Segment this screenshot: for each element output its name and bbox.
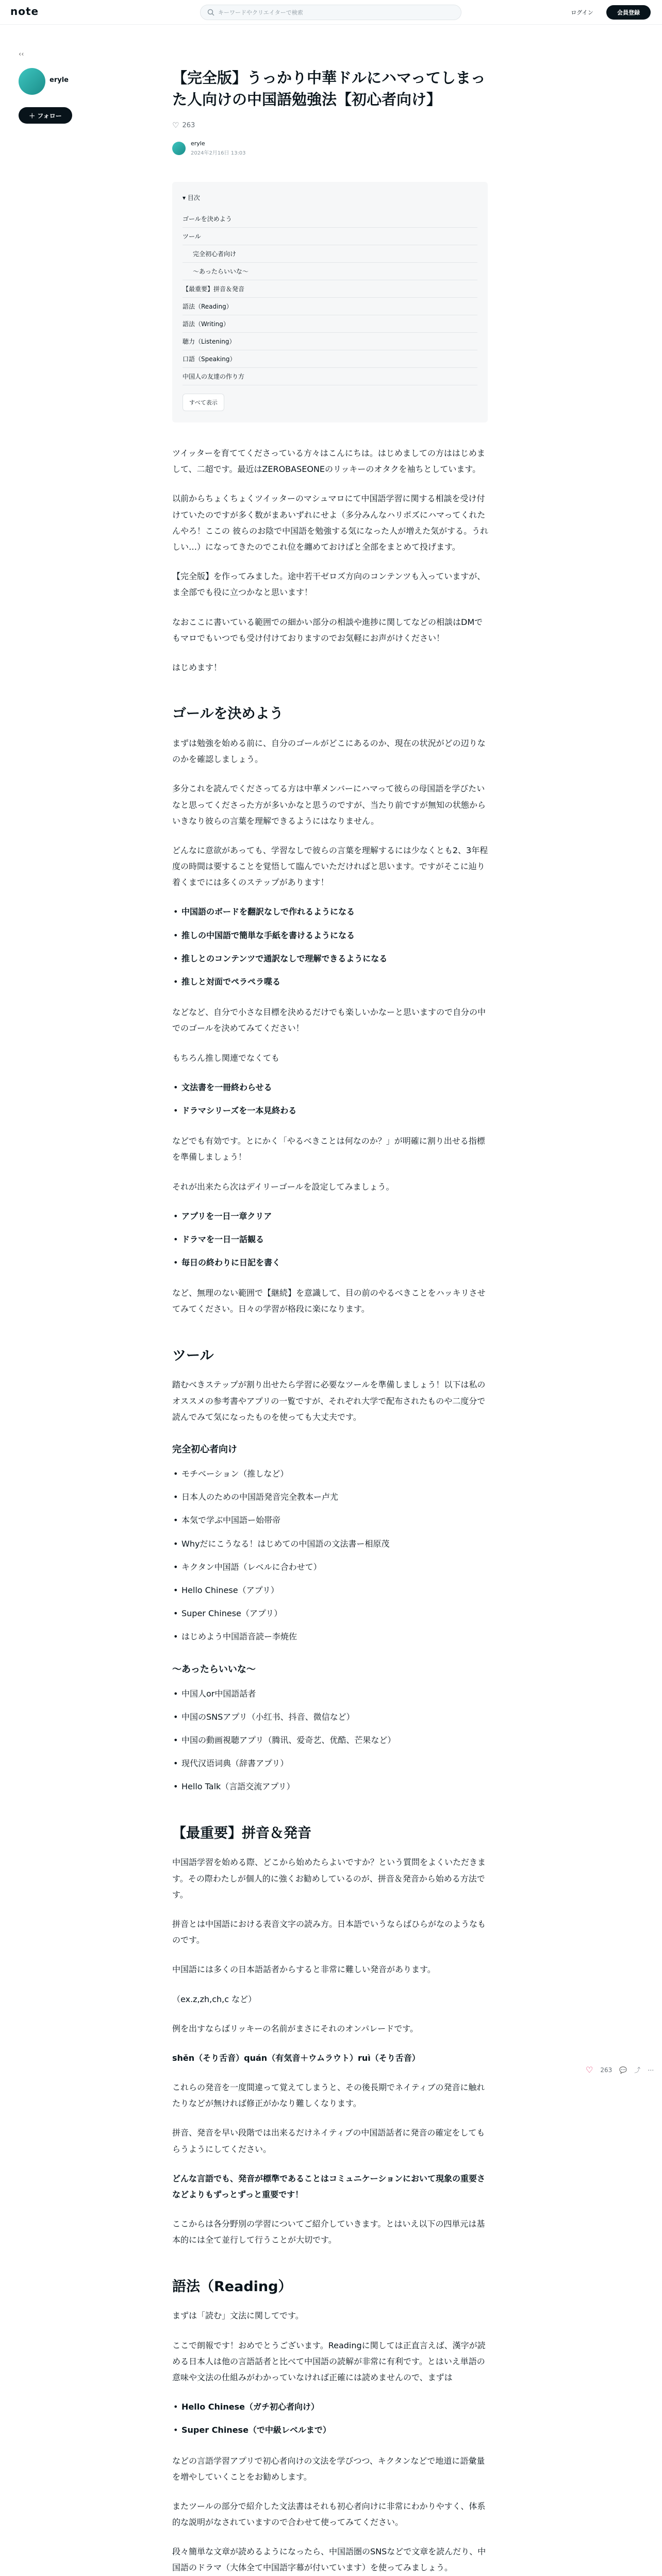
search-placeholder: キーワードやクリエイターで検索	[218, 9, 303, 16]
list-item: • キクタン中国語（レベルに合わせて）	[172, 1559, 491, 1575]
like-row	[172, 121, 491, 130]
list-item: • はじめよう中国語音読ー李焼佐	[172, 1629, 491, 1645]
paragraph: など、無理のない範囲で【継続】を意識して、目の前のやるべきことをハッキリさせてみてください。日々の学習が格段に楽になります。	[172, 1288, 486, 1314]
paragraph: まずは「読む」文法に関してです。	[172, 2311, 304, 2321]
list-item: • 中国人or中国語話者	[172, 1686, 491, 1702]
paragraph: 踏むべきステップが割り出せたら学習に必要なツールを準備しましょう！以下は私のオススメの参考書やアプリの一覧ですが、それぞれ大学で配布されたものや二度分で読んでみて気になったものを使っても大丈夫です。	[172, 1380, 486, 1422]
section-heading-tools: ツール	[172, 1347, 214, 1364]
section-heading-goal: ゴールを決めよう	[172, 706, 284, 722]
heart-icon[interactable]: ♡	[172, 121, 179, 130]
list-item: • 推しの中国語で簡単な手紙を書けるようになる	[172, 927, 491, 943]
nice-tools-list	[172, 1686, 491, 1795]
paragraph: 多分これを読んでくださってる方は中華メンバーにハマって彼らの母国語を学びたいなと思ってくださった方が多いかなと思うのですが、当たり前ですが無知の状態からいきなり彼らの言葉を理解できるようにはなりません。	[172, 784, 486, 826]
list-item: • 推しとのコンテンツで通訳なしで理解できるようになる	[172, 951, 491, 967]
section-heading-pinyin: 【最重要】拼音＆発音	[172, 1825, 311, 1841]
toc-item[interactable]: 聴力（Listening）	[183, 333, 477, 350]
share-icon[interactable]: ⤴	[634, 2066, 641, 2074]
list-item: • ドラマシリーズを一本見終わる	[172, 1103, 491, 1118]
author-name[interactable]: eryle	[191, 140, 205, 147]
paragraph: （ex.z,zh,ch,c など）	[172, 1994, 257, 2004]
paragraph: どんなに意欲があっても、学習なしで彼らの言葉を理解するには少なくとも2、3年程度の時間は要することを覚悟して臨んでいただければと思います。ですがそこに辿り着くまでには多くのステップがあります！	[172, 845, 488, 888]
floating-actions	[586, 2065, 654, 2075]
paragraph: ツイッターを育ててくださっている方々はこんにちは。はじめましての方ははじめまして、二超です。最近はZEROBASEONEのリッキーのオタクを袖ちとしています。	[172, 448, 485, 474]
paragraph: などなど、自分で小さな目標を決めるだけでも楽しいかなーと思いますので自分の中でのゴールを決めてみてください！	[172, 1007, 486, 1033]
list-item: • Hello Talk（言語交流アプリ）	[172, 1778, 491, 1794]
paragraph: はじめます！	[172, 662, 222, 672]
paragraph: 以前からちょくちょくツイッターのマシュマロにて中国語学習に関する相談を受け付けていたのですが多く数がまあいずれにせよ（多分みんなハリポズにハマってくれたんやろ！ここの 彼らのお陰で中国語を勉強する気になった人が増えた気がする。うれしい…）になってきたのでこれ位を纏めておけばと全部をまとめて投げます。	[172, 494, 489, 552]
article-body	[172, 445, 491, 2576]
list-item: • 中国語のボードを翻訳なしで作れるようになる	[172, 904, 491, 920]
toc-item[interactable]: 完全初心者向け	[183, 245, 477, 263]
toc-item[interactable]: ゴールを決めよう	[183, 210, 477, 228]
article	[172, 67, 491, 2576]
creator-name[interactable]: eryle	[49, 76, 69, 84]
note-logo[interactable]: note	[10, 5, 39, 18]
section-heading-reading: 語法（Reading）	[172, 2278, 292, 2295]
list-item: • 日本人のための中国語発音完全教本ー卢尤	[172, 1489, 491, 1505]
toc-item[interactable]: 中国人の友達の作り方	[183, 368, 477, 385]
paragraph: などの言語学習アプリで初心者向けの文法を学びつつ、キクタンなどで地道に語彙量を増やしていくことをお勧めします。	[172, 2455, 485, 2482]
list-item: • モチベーション（推しなど）	[172, 1466, 491, 1482]
paragraph: 拼音とは中国語における表音文字の読み方。日本語でいうならばひらがなのようなものです。	[172, 1919, 486, 1945]
paragraph: またツールの部分で紹介した文法書はそれも初心者向けに非常にわかりやすく、体系的な説明がなされていますので合わせて使ってみてください。	[172, 2501, 486, 2528]
paragraph: などでも有効です。とにかく「やるべきことは何なのか？」が明確に割り出せる指標を準備しましょう！	[172, 1136, 485, 1162]
list-item: • Hello Chinese（ガチ初心者向け）	[172, 2399, 491, 2415]
toc-item[interactable]: 語法（Writing）	[183, 315, 477, 333]
subheading-nice-to-have: 〜あったらいいな〜	[172, 1664, 256, 1675]
beginner-tools-list	[172, 1466, 491, 1645]
paragraph: 段々簡単な文章が読めるようになったら、中国語圏のSNSなどで文章を読んだり、中国語のドラマ（大体全て中国語字幕が付いています）を使ってみましょう。	[172, 2547, 486, 2573]
paragraph: ここで朗報です！おめでとうございます。Readingに関しては正直言えば、漢字が読める日本人は他の言語話者と比べて中国語の読解が非常に有利です。とはいえ単語の意味や文法の仕組みがわかっていなければ正確には読めませんので、まずは	[172, 2340, 486, 2382]
login-button[interactable]: ログイン	[571, 9, 593, 16]
signup-button[interactable]: 会員登録	[606, 5, 651, 20]
paragraph: 中国語には多くの日本語話者からすると非常に難しい発音があります。	[172, 1964, 436, 1975]
more-icon[interactable]: ⋯	[648, 2066, 654, 2074]
paragraph: 【完全版】を作ってみました。途中若干ゼロズ方向のコンテンツも入っていますが、ま全部でも役に立つかなと思います！	[172, 571, 486, 598]
table-of-contents	[172, 182, 488, 422]
paragraph: 中国語学習を始める際、どこから始めたらよいですか？という質問をよくいただきます。その際わたしが個人的に強くお勧めしているのが、拼音＆発音から始める方法です。	[172, 1857, 486, 1900]
paragraph: shěn（そり舌音）quán（有気音＋ウムラウト）ruì（そり舌音）	[172, 2053, 420, 2063]
subheading-beginner: 完全初心者向け	[172, 1444, 237, 1455]
floating-like-count: 263	[600, 2066, 613, 2074]
back-arrow-icon[interactable]: ‹‹	[19, 50, 24, 58]
toc-item[interactable]: 語法（Reading）	[183, 298, 477, 315]
article-title: 【完全版】うっかり中華ドルにハマってしまった人向けの中国語勉強法【初心者向け】	[172, 69, 486, 109]
toc-heading: ▾ 目次	[183, 194, 200, 202]
like-heart-icon[interactable]: ♡	[586, 2065, 593, 2075]
creator-avatar[interactable]	[19, 68, 45, 95]
list-item: • 现代汉语词典（辞書アプリ）	[172, 1755, 491, 1771]
paragraph: まずは勉強を始める前に、自分のゴールがどこにあるのか、現在の状況がどの辺りなのかを確認しましょう。	[172, 738, 486, 765]
list-item: • 毎日の終わりに日記を書く	[172, 1255, 491, 1270]
other-steps-list	[172, 1079, 491, 1118]
paragraph: ここからは各分野別の学習についてご紹介していきます。とはいえ以下の四単元は基本的には全て並行して行うことが大切です。	[172, 2219, 485, 2245]
reading-apps-list	[172, 2399, 491, 2438]
toc-item[interactable]: 〜あったらいいな〜	[183, 263, 477, 280]
list-item: • Hello Chinese（アプリ）	[172, 1582, 491, 1598]
follow-button[interactable]: ＋ フォロー	[19, 107, 72, 124]
list-item: • Whyだにこうなる！はじめての中国語の文法書ー相原茂	[172, 1536, 491, 1552]
publish-date: 2024年2月16日 13:03	[191, 150, 246, 157]
top-header	[0, 0, 662, 25]
daily-goals-list	[172, 1208, 491, 1271]
goal-steps-list	[172, 904, 491, 990]
list-item: • ドラマを一日一話観る	[172, 1231, 491, 1247]
toc-show-all-button[interactable]: すべて表示	[183, 394, 224, 411]
list-item: • アプリを一日一章クリア	[172, 1208, 491, 1224]
toc-item[interactable]: 【最重要】拼音＆発音	[183, 280, 477, 298]
list-item: • 推しと対面でペラペラ喋る	[172, 974, 491, 990]
search-icon	[207, 8, 215, 16]
list-item: • 本気で学ぶ中国語ー始帯帝	[172, 1512, 491, 1528]
paragraph: 例を出すならばリッキーの名前がまさにそれのオンパレードです。	[172, 2023, 418, 2033]
author-row	[172, 140, 491, 156]
paragraph: これらの発音を一度間違って覚えてしまうと、その後長期でネイティブの発音に触れたりなどが無ければ修正がかなり難しくなります。	[172, 2082, 485, 2109]
list-item: • Super Chinese（で中級レベルまで）	[172, 2422, 491, 2438]
comment-icon[interactable]: 💬	[619, 2066, 627, 2074]
list-item: • 中国のSNSアプリ（小红书、抖音、微信など）	[172, 1709, 491, 1725]
paragraph: なおここに書いている範囲での細かい部分の相談や進捗に関してなどの相談はDMでもマロでもいつでも受け付けておりますのでお気軽にお声がけください！	[172, 617, 483, 643]
list-item: • 文法書を一冊終わらせる	[172, 1079, 491, 1095]
paragraph: どんな言語でも、発音が標準であることはコミュニケーションにおいて現象の重要さなどよりもずっとずっと重要です！	[172, 2173, 486, 2200]
list-item: • 中国の動画視聴アプリ（腾讯、爱奇艺、优酷、芒果など）	[172, 1732, 491, 1748]
toc-item[interactable]: ツール	[183, 228, 477, 245]
search-input[interactable]	[200, 5, 461, 20]
like-count: 263	[182, 121, 195, 129]
paragraph: もちろん推し関連でなくても	[172, 1053, 280, 1063]
list-item: • Super Chinese（アプリ）	[172, 1605, 491, 1621]
paragraph: 拼音、発音を早い段階では出来るだけネイティブの中国語話者に発音の確定をしてもらうようにしてください。	[172, 2128, 485, 2154]
toc-item[interactable]: 口語（Speaking）	[183, 350, 477, 368]
author-avatar[interactable]	[172, 142, 186, 155]
paragraph: それが出来たら次はデイリーゴールを設定してみましょう。	[172, 1181, 394, 1192]
